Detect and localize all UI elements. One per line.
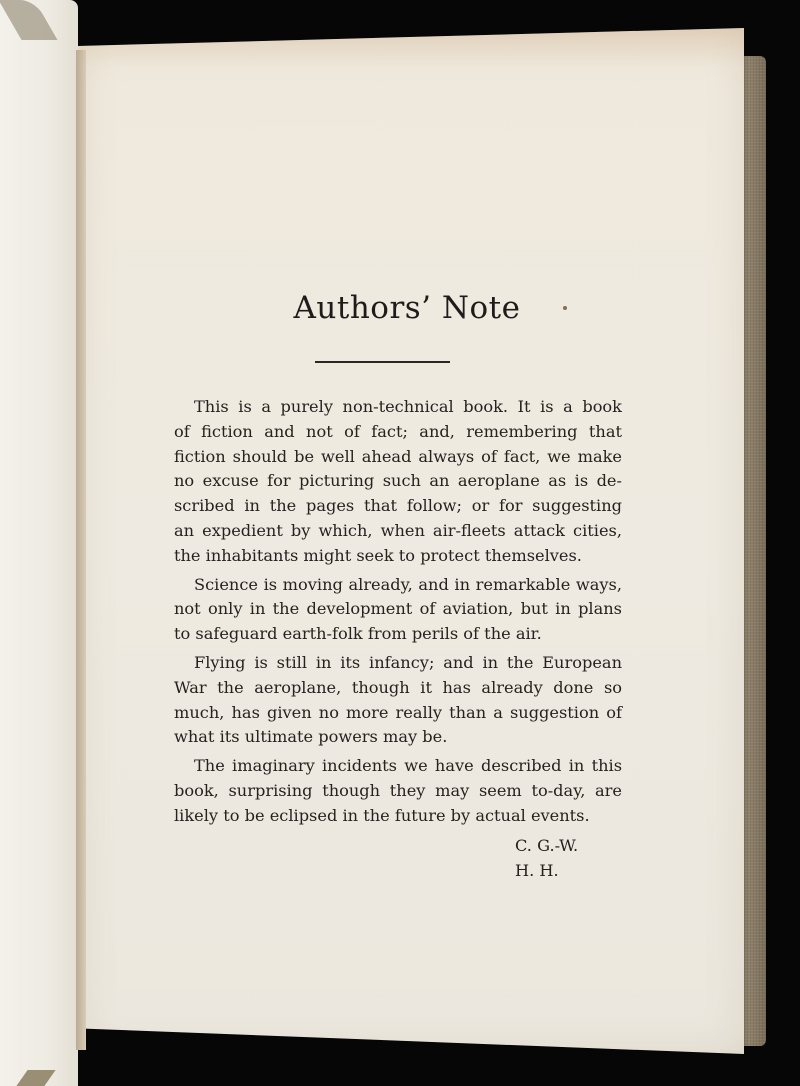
page-gutter xyxy=(76,50,86,1050)
text-line: not only in the development of aviation, but in plans xyxy=(174,599,622,619)
text-line: Science is moving already, and in remarkable ways, xyxy=(194,574,622,594)
text-line: scribed in the pages that follow; or for suggesting xyxy=(174,496,622,516)
text-line: an expedient by which, when air-fleets attack cities, xyxy=(174,520,622,540)
text-line: War the aeroplane, though it has already done so xyxy=(174,677,622,697)
facing-left-page xyxy=(0,0,78,1086)
text-line: of fiction and not of fact; and, remembering that xyxy=(174,421,622,441)
text-line: likely to be eclipsed in the future by actual events. xyxy=(174,805,590,825)
text-line: what its ultimate powers may be. xyxy=(174,727,448,747)
page-title: Authors’ Note xyxy=(293,290,521,326)
text-line: The imaginary incidents we have described in this xyxy=(194,756,622,776)
text-line: book, surprising though they may seem to-day, are xyxy=(174,780,622,800)
text-line: This is a purely non-technical book. It is a book xyxy=(194,397,622,416)
signature-1: C. G.-W. xyxy=(515,836,579,855)
text-line: Flying is still in its infancy; and in the European xyxy=(194,652,622,672)
text-line: much, has given no more really than a suggestion of xyxy=(174,702,622,722)
paragraph-3 xyxy=(154,651,622,750)
paragraph-2 xyxy=(154,573,622,647)
note-body xyxy=(154,395,622,833)
text-line: no excuse for picturing such an aeroplane as is de- xyxy=(174,471,622,491)
text-line: to safeguard earth-folk from perils of the air. xyxy=(174,624,542,644)
paragraph-4 xyxy=(154,754,622,828)
paragraph-1 xyxy=(154,395,622,569)
title-rule-divider xyxy=(315,361,450,363)
author-signatures xyxy=(515,833,578,883)
signature-2: H. H. xyxy=(515,861,559,880)
text-line: the inhabitants might seek to protect themselves. xyxy=(174,545,582,565)
text-line: fiction should be well ahead always of fact, we make xyxy=(174,446,622,466)
